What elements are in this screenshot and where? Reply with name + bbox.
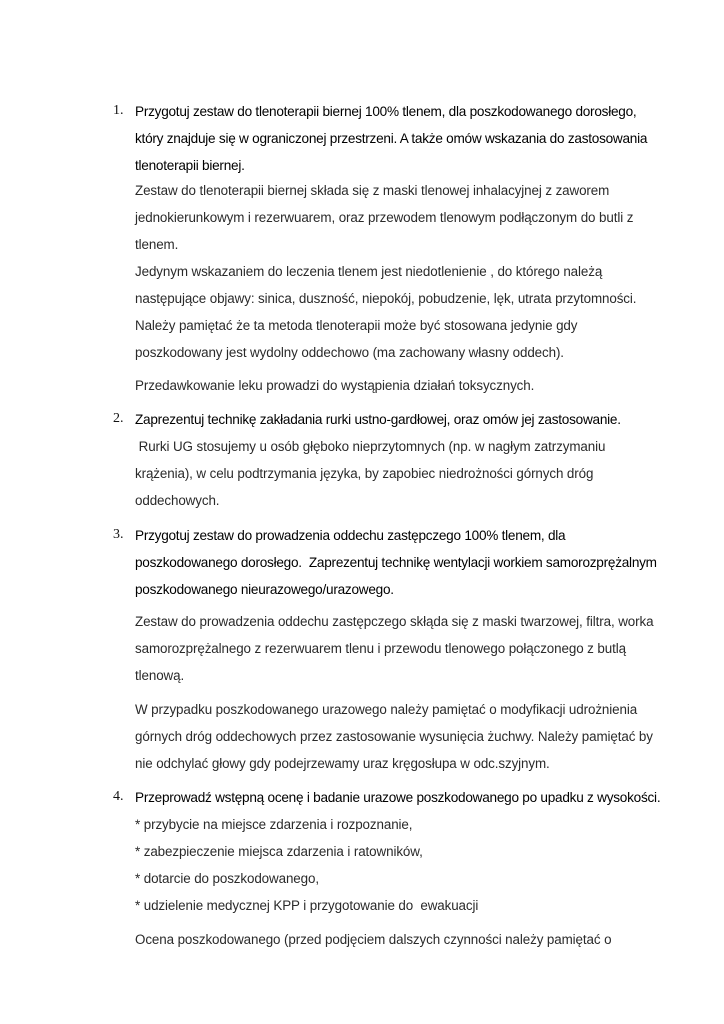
answer-line: * zabezpieczenie miejsca zdarzenia i ratowników, <box>135 844 423 859</box>
answer-line: górnych dróg oddechowych przez zastosowanie wysunięcia żuchwy. Należy pamiętać by <box>135 729 653 744</box>
item-number: 3. <box>113 527 124 542</box>
question-line: tlenoterapii biernej. <box>135 158 245 173</box>
question-line: który znajduje się w ograniczonej przestrzeni. A także omów wskazania do zastosowania <box>135 131 648 146</box>
answer-line: Ocena poszkodowanego (przed podjęciem dalszych czynności należy pamiętać o <box>135 932 612 947</box>
question-line: poszkodowanego nieurazowego/urazowego. <box>135 582 394 597</box>
answer-line: W przypadku poszkodowanego urazowego należy pamiętać o modyfikacji udrożnienia <box>135 702 638 717</box>
item-number: 2. <box>113 411 124 426</box>
answer-line: samorozprężalnego z rezerwuarem tlenu i przewodu tlenowego połączonego z butlą <box>135 641 626 656</box>
question-line: poszkodowanego dorosłego. Zaprezentuj technikę wentylacji workiem samorozprężalnym <box>135 555 657 570</box>
question-line: Zaprezentuj technikę zakładania rurki ustno-gardłowej, oraz omów jej zastosowanie. <box>135 412 621 427</box>
item-number: 1. <box>113 103 124 118</box>
answer-line: * przybycie na miejsce zdarzenia i rozpoznanie, <box>135 817 413 832</box>
answer-line: następujące objawy: sinica, duszność, niepokój, pobudzenie, lęk, utrata przytomności. <box>135 291 637 306</box>
answer-line: tlenową. <box>135 668 185 683</box>
answer-line: * dotarcie do poszkodowanego, <box>135 871 319 886</box>
answer-line: Przedawkowanie leku prowadzi do wystąpienia działań toksycznych. <box>135 378 535 393</box>
answer-line: tlenem. <box>135 237 179 252</box>
answer-line: Należy pamiętać że ta metoda tlenoterapii może być stosowana jedynie gdy <box>135 318 578 333</box>
question-line: Przeprowadź wstępną ocenę i badanie urazowe poszkodowanego po upadku z wysokości. <box>135 790 661 805</box>
answer-line: Jedynym wskazaniem do leczenia tlenem jest niedotlenienie , do którego należą <box>135 264 603 279</box>
answer-line: nie odchylać głowy gdy podejrzewamy uraz kręgosłupa w odc.szyjnym. <box>135 756 550 771</box>
answer-line: Rurki UG stosujemy u osób głęboko nieprzytomnych (np. w nagłym zatrzymaniu <box>135 439 606 454</box>
answer-line: krążenia), w celu podtrzymania języka, by zapobiec niedrożności górnych dróg <box>135 466 594 481</box>
question-line: Przygotuj zestaw do prowadzenia oddechu zastępczego 100% tlenem, dla <box>135 528 566 543</box>
answer-line: Zestaw do tlenoterapii biernej składa się z maski tlenowej inhalacyjnej z zaworem <box>135 183 610 198</box>
answer-line: oddechowych. <box>135 493 220 508</box>
item-number: 4. <box>113 789 124 804</box>
answer-line: * udzielenie medycznej KPP i przygotowanie do ewakuacji <box>135 898 479 913</box>
answer-line: Zestaw do prowadzenia oddechu zastępczego skłąda się z maski twarzowej, filtra, worka <box>135 614 654 629</box>
answer-line: jednokierunkowym i rezerwuarem, oraz przewodem tlenowym podłączonym do butli z <box>135 210 634 225</box>
question-line: Przygotuj zestaw do tlenoterapii biernej 100% tlenem, dla poszkodowanego dorosłego, <box>135 104 637 119</box>
answer-line: poszkodowany jest wydolny oddechowo (ma zachowany własny oddech). <box>135 345 564 360</box>
